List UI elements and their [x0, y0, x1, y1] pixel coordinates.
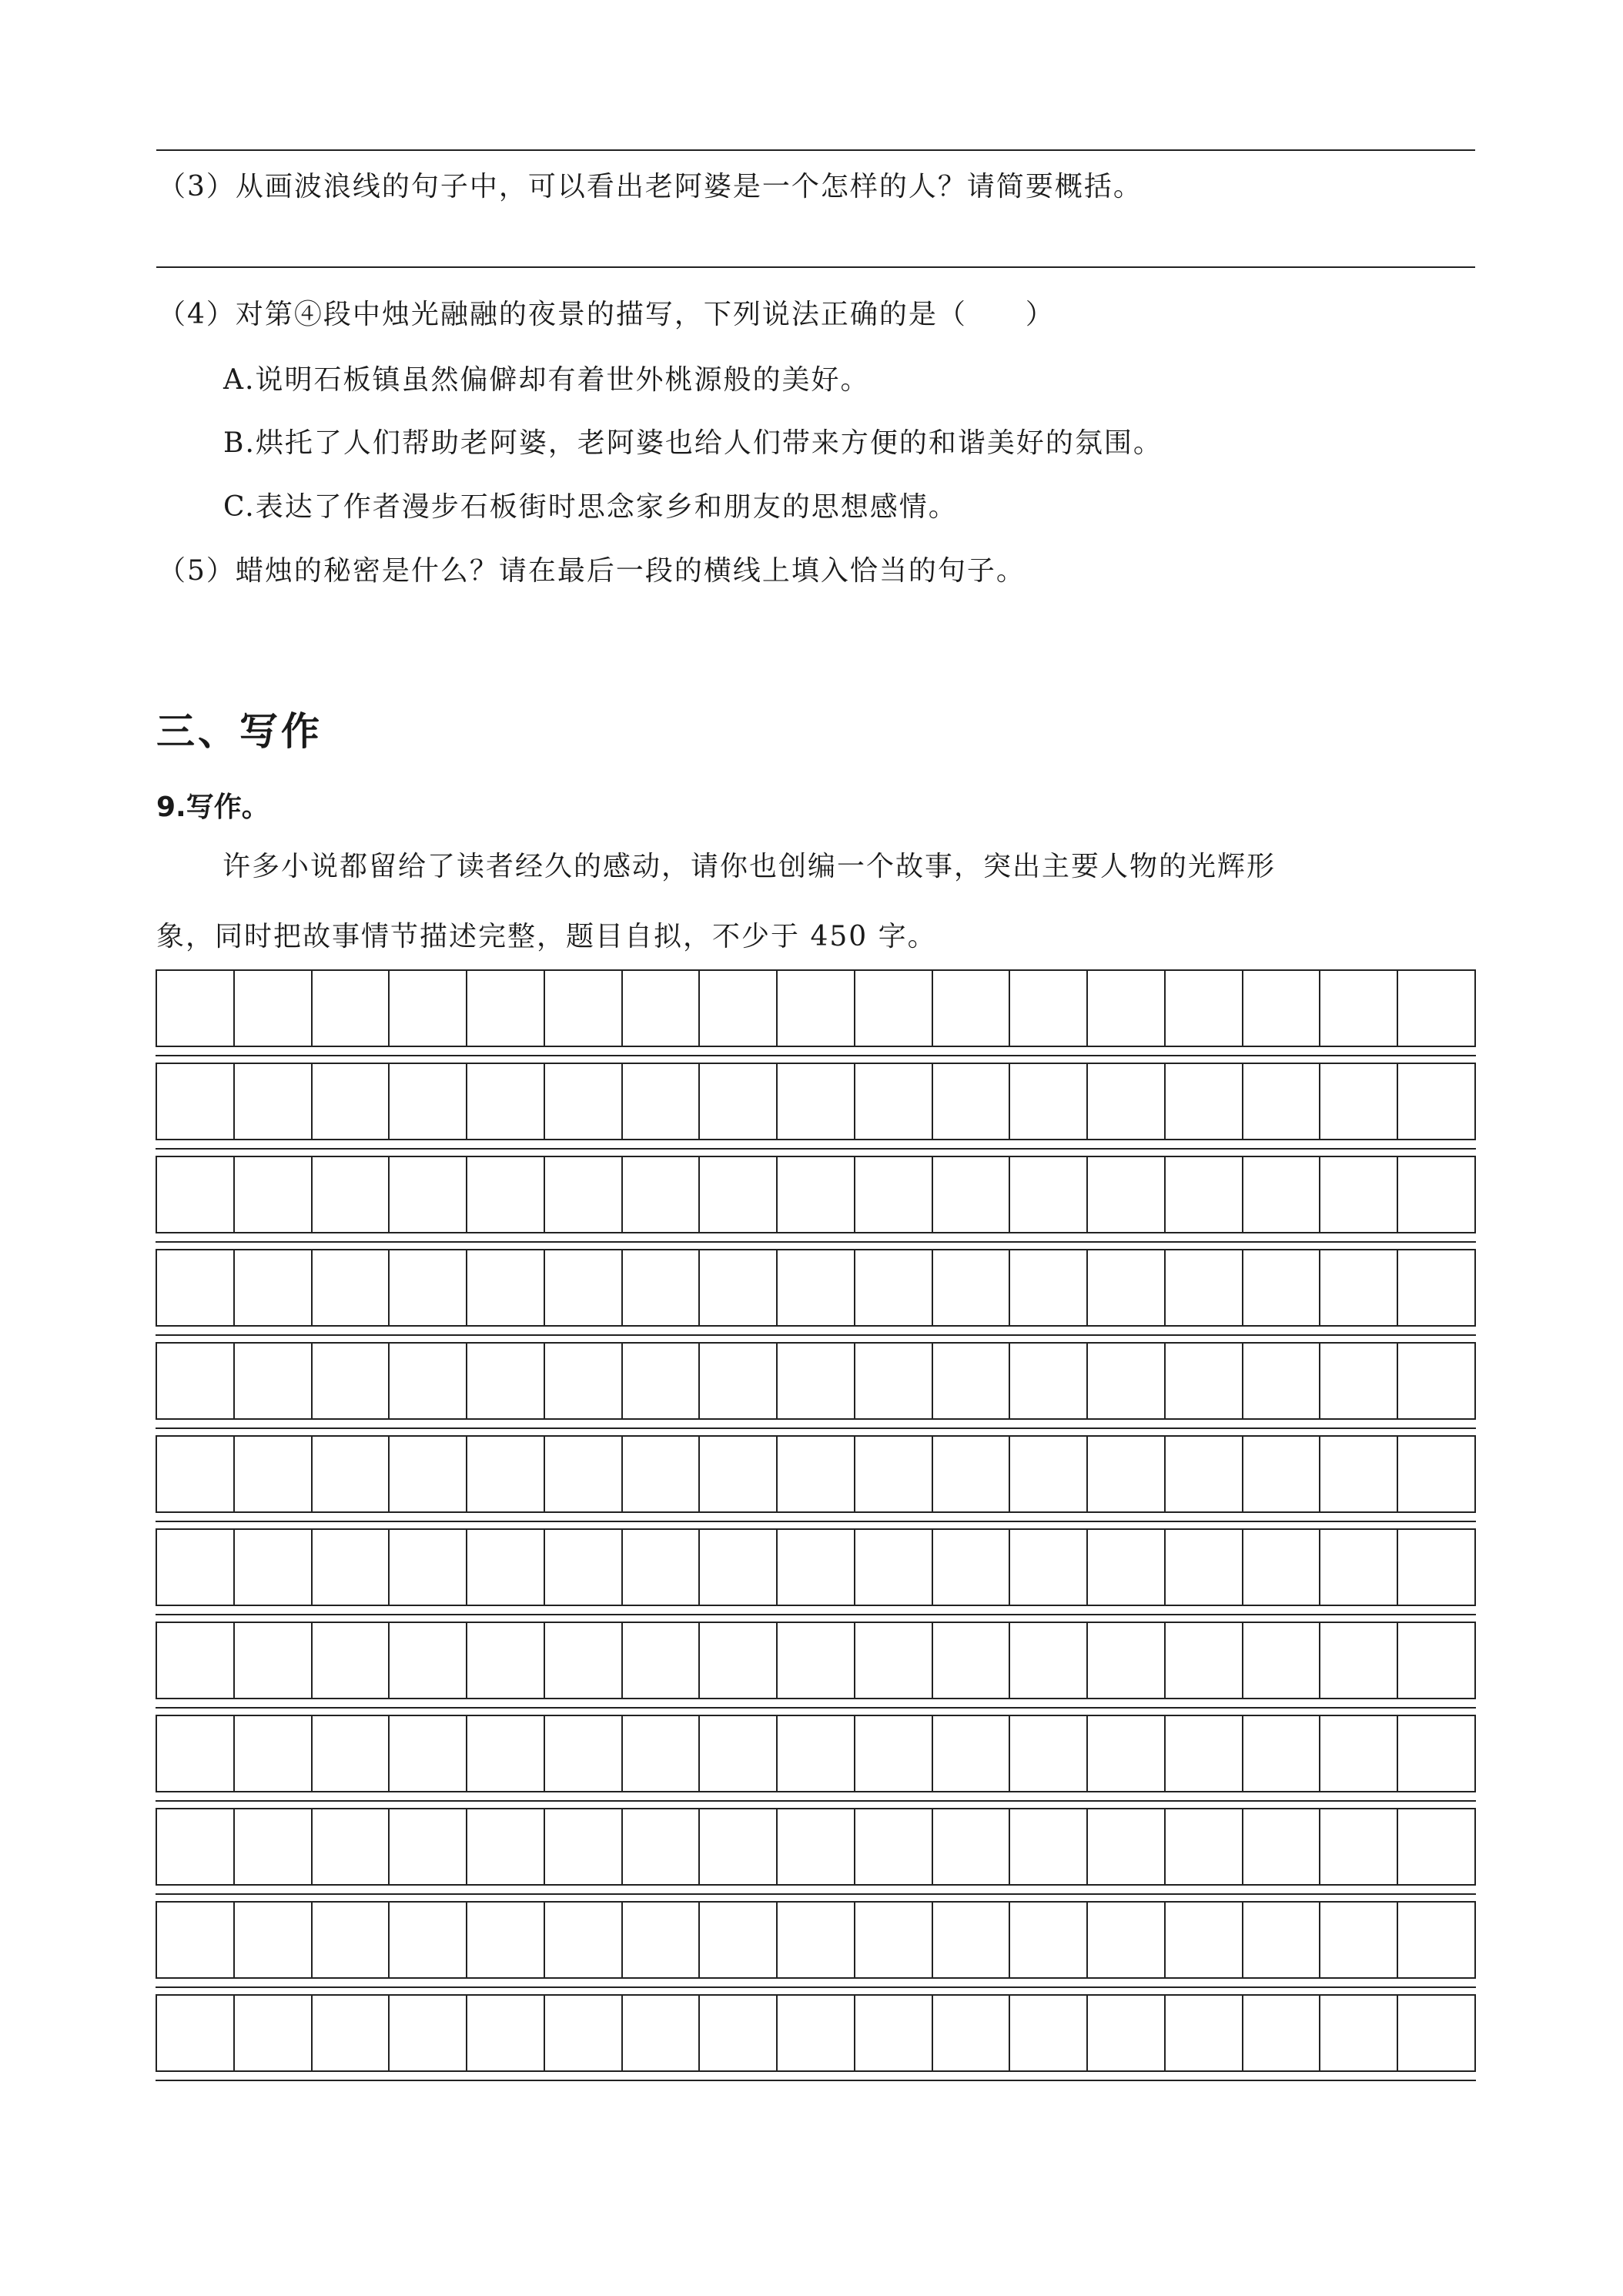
grid-cell[interactable]: [1010, 1623, 1088, 1698]
grid-cell[interactable]: [623, 1716, 701, 1791]
answer-line-top: [156, 149, 1475, 151]
grid-cell[interactable]: [933, 1157, 1011, 1232]
grid-cell[interactable]: [1010, 1064, 1088, 1139]
grid-cell[interactable]: [1320, 1809, 1398, 1884]
grid-cell[interactable]: [1398, 1157, 1474, 1232]
grid-cell[interactable]: [1166, 1064, 1243, 1139]
grid-row: [156, 1528, 1476, 1606]
grid-cell[interactable]: [700, 1157, 778, 1232]
grid-cell[interactable]: [545, 1157, 623, 1232]
grid-cell[interactable]: [778, 1716, 855, 1791]
grid-cell[interactable]: [1398, 1064, 1474, 1139]
grid-cell[interactable]: [700, 1344, 778, 1418]
grid-cell[interactable]: [1166, 1157, 1243, 1232]
grid-cell[interactable]: [157, 1344, 235, 1418]
question-4-option-b: B.烘托了人们帮助老阿婆，老阿婆也给人们带来方便的和谐美好的氛围。: [223, 427, 1163, 459]
grid-cell[interactable]: [700, 971, 778, 1046]
grid-cell[interactable]: [1320, 1250, 1398, 1325]
grid-cell[interactable]: [467, 1996, 545, 2070]
grid-cell[interactable]: [157, 1716, 235, 1791]
grid-cell[interactable]: [1088, 1716, 1166, 1791]
grid-cell[interactable]: [700, 1064, 778, 1139]
grid-cell[interactable]: [855, 971, 933, 1046]
grid-cell[interactable]: [1398, 1344, 1474, 1418]
grid-cell[interactable]: [1320, 1996, 1398, 2070]
grid-cell[interactable]: [545, 1437, 623, 1511]
grid-cell[interactable]: [390, 1530, 467, 1605]
grid-cell[interactable]: [235, 1530, 313, 1605]
grid-cell[interactable]: [157, 1903, 235, 1977]
grid-cell[interactable]: [700, 1809, 778, 1884]
grid-cell[interactable]: [390, 1064, 467, 1139]
grid-cell[interactable]: [467, 1716, 545, 1791]
grid-cell[interactable]: [1010, 1996, 1088, 2070]
grid-cell[interactable]: [1010, 1716, 1088, 1791]
grid-cell[interactable]: [157, 1064, 235, 1139]
grid-row: [156, 1808, 1476, 1886]
grid-cell[interactable]: [1243, 971, 1321, 1046]
grid-cell[interactable]: [623, 1157, 701, 1232]
grid-row: [156, 1435, 1476, 1513]
grid-cell[interactable]: [545, 1903, 623, 1977]
grid-cell[interactable]: [1166, 1903, 1243, 1977]
grid-cell[interactable]: [1088, 1903, 1166, 1977]
writing-prompt-line-1: 许多小说都留给了读者经久的感动，请你也创编一个故事，突出主要人物的光辉形: [223, 851, 1277, 882]
grid-cell[interactable]: [545, 1530, 623, 1605]
grid-row: [156, 1994, 1476, 2072]
question-9-title: 9.写作。: [156, 792, 269, 823]
grid-cell[interactable]: [1398, 1530, 1474, 1605]
grid-cell[interactable]: [778, 1530, 855, 1605]
question-3: （3）从画波浪线的句子中，可以看出老阿婆是一个怎样的人？请简要概括。: [158, 171, 1143, 202]
grid-cell[interactable]: [1088, 1809, 1166, 1884]
grid-cell[interactable]: [1166, 1344, 1243, 1418]
question-5: （5）蜡烛的秘密是什么？请在最后一段的横线上填入恰当的句子。: [158, 555, 1026, 587]
grid-cell[interactable]: [313, 1250, 390, 1325]
grid-row: [156, 1622, 1476, 1699]
grid-cell[interactable]: [1088, 1344, 1166, 1418]
grid-cell[interactable]: [1088, 1623, 1166, 1698]
grid-cell[interactable]: [390, 1809, 467, 1884]
grid-cell[interactable]: [545, 971, 623, 1046]
grid-cell[interactable]: [933, 1250, 1011, 1325]
grid-cell[interactable]: [1010, 971, 1088, 1046]
grid-cell[interactable]: [545, 1064, 623, 1139]
grid-cell[interactable]: [313, 1157, 390, 1232]
grid-cell[interactable]: [467, 1623, 545, 1698]
grid-cell[interactable]: [157, 971, 235, 1046]
grid-cell[interactable]: [1166, 1250, 1243, 1325]
grid-cell[interactable]: [157, 1623, 235, 1698]
grid-cell[interactable]: [1320, 1344, 1398, 1418]
grid-cell[interactable]: [467, 1064, 545, 1139]
grid-cell[interactable]: [1320, 971, 1398, 1046]
grid-cell[interactable]: [855, 1716, 933, 1791]
grid-cell[interactable]: [235, 971, 313, 1046]
grid-cell[interactable]: [157, 1530, 235, 1605]
grid-cell[interactable]: [157, 1437, 235, 1511]
grid-cell[interactable]: [235, 1250, 313, 1325]
grid-cell[interactable]: [1398, 1437, 1474, 1511]
grid-cell[interactable]: [855, 1530, 933, 1605]
grid-cell[interactable]: [778, 1250, 855, 1325]
grid-cell[interactable]: [1010, 1344, 1088, 1418]
grid-cell[interactable]: [313, 971, 390, 1046]
grid-cell[interactable]: [235, 1809, 313, 1884]
grid-cell[interactable]: [545, 1250, 623, 1325]
grid-cell[interactable]: [390, 971, 467, 1046]
grid-cell[interactable]: [778, 1809, 855, 1884]
grid-cell[interactable]: [1398, 1623, 1474, 1698]
grid-cell[interactable]: [1166, 1623, 1243, 1698]
grid-cell[interactable]: [313, 1996, 390, 2070]
grid-cell[interactable]: [313, 1716, 390, 1791]
grid-row: [156, 1342, 1476, 1420]
grid-cell[interactable]: [623, 1809, 701, 1884]
grid-cell[interactable]: [1166, 1996, 1243, 2070]
grid-cell[interactable]: [933, 1064, 1011, 1139]
grid-cell[interactable]: [623, 1064, 701, 1139]
grid-cell[interactable]: [313, 1903, 390, 1977]
grid-cell[interactable]: [235, 1064, 313, 1139]
grid-cell[interactable]: [390, 1716, 467, 1791]
grid-cell[interactable]: [933, 971, 1011, 1046]
grid-cell[interactable]: [623, 971, 701, 1046]
grid-cell[interactable]: [855, 1157, 933, 1232]
grid-cell[interactable]: [390, 1437, 467, 1511]
grid-cell[interactable]: [778, 1996, 855, 2070]
grid-cell[interactable]: [235, 1437, 313, 1511]
grid-cell[interactable]: [1010, 1157, 1088, 1232]
grid-cell[interactable]: [1398, 971, 1474, 1046]
grid-cell[interactable]: [1088, 1157, 1166, 1232]
grid-cell[interactable]: [1088, 1996, 1166, 2070]
grid-cell[interactable]: [467, 1157, 545, 1232]
grid-cell[interactable]: [157, 1250, 235, 1325]
grid-cell[interactable]: [855, 1809, 933, 1884]
grid-cell[interactable]: [235, 1903, 313, 1977]
grid-cell[interactable]: [1010, 1250, 1088, 1325]
grid-row: [156, 1249, 1476, 1327]
grid-cell[interactable]: [235, 1716, 313, 1791]
grid-cell[interactable]: [855, 1064, 933, 1139]
grid-cell[interactable]: [1088, 1250, 1166, 1325]
grid-cell[interactable]: [1320, 1623, 1398, 1698]
grid-cell[interactable]: [390, 1157, 467, 1232]
grid-cell[interactable]: [933, 1344, 1011, 1418]
grid-cell[interactable]: [390, 1344, 467, 1418]
grid-cell[interactable]: [1320, 1064, 1398, 1139]
answer-line-q3: [156, 266, 1475, 268]
grid-cell[interactable]: [1398, 1250, 1474, 1325]
grid-cell[interactable]: [933, 1530, 1011, 1605]
grid-cell[interactable]: [1166, 1809, 1243, 1884]
grid-cell[interactable]: [933, 1996, 1011, 2070]
grid-cell[interactable]: [1243, 1437, 1321, 1511]
grid-cell[interactable]: [1010, 1809, 1088, 1884]
grid-cell[interactable]: [1243, 1530, 1321, 1605]
grid-row: [156, 1715, 1476, 1792]
grid-cell[interactable]: [1398, 1809, 1474, 1884]
grid-cell[interactable]: [855, 1623, 933, 1698]
grid-cell[interactable]: [467, 1530, 545, 1605]
grid-cell[interactable]: [700, 1903, 778, 1977]
grid-cell[interactable]: [157, 1157, 235, 1232]
grid-cell[interactable]: [1166, 971, 1243, 1046]
question-4-option-c: C.表达了作者漫步石板街时思念家乡和朋友的思想感情。: [223, 491, 958, 523]
grid-cell[interactable]: [467, 1344, 545, 1418]
grid-cell[interactable]: [1010, 1530, 1088, 1605]
grid-cell[interactable]: [855, 1996, 933, 2070]
grid-cell[interactable]: [1320, 1530, 1398, 1605]
grid-cell[interactable]: [933, 1623, 1011, 1698]
grid-cell[interactable]: [778, 1064, 855, 1139]
grid-cell[interactable]: [1398, 1903, 1474, 1977]
grid-cell[interactable]: [778, 1157, 855, 1232]
grid-cell[interactable]: [390, 1623, 467, 1698]
grid-cell[interactable]: [467, 1250, 545, 1325]
grid-cell[interactable]: [700, 1716, 778, 1791]
grid-cell[interactable]: [1010, 1903, 1088, 1977]
grid-cell[interactable]: [313, 1809, 390, 1884]
grid-cell[interactable]: [623, 1437, 701, 1511]
grid-cell[interactable]: [933, 1437, 1011, 1511]
grid-cell[interactable]: [1088, 971, 1166, 1046]
grid-cell[interactable]: [467, 1903, 545, 1977]
grid-cell[interactable]: [855, 1903, 933, 1977]
grid-cell[interactable]: [623, 1344, 701, 1418]
grid-cell[interactable]: [1398, 1996, 1474, 2070]
grid-cell[interactable]: [623, 1903, 701, 1977]
grid-row: [156, 1063, 1476, 1140]
grid-cell[interactable]: [1243, 1157, 1321, 1232]
grid-cell[interactable]: [1243, 1623, 1321, 1698]
grid-cell[interactable]: [545, 1996, 623, 2070]
grid-row: [156, 1156, 1476, 1233]
grid-cell[interactable]: [623, 1623, 701, 1698]
grid-cell[interactable]: [855, 1344, 933, 1418]
grid-cell[interactable]: [1320, 1157, 1398, 1232]
grid-cell[interactable]: [545, 1716, 623, 1791]
grid-cell[interactable]: [700, 1996, 778, 2070]
grid-cell[interactable]: [700, 1530, 778, 1605]
question-4-stem: （4）对第④段中烛光融融的夜景的描写，下列说法正确的是（ ）: [158, 299, 1055, 330]
grid-cell[interactable]: [933, 1716, 1011, 1791]
grid-cell[interactable]: [778, 971, 855, 1046]
grid-cell[interactable]: [1398, 1716, 1474, 1791]
grid-cell[interactable]: [467, 971, 545, 1046]
grid-cell[interactable]: [778, 1437, 855, 1511]
grid-cell[interactable]: [778, 1903, 855, 1977]
grid-cell[interactable]: [1320, 1437, 1398, 1511]
grid-cell[interactable]: [313, 1437, 390, 1511]
grid-cell[interactable]: [313, 1064, 390, 1139]
grid-cell[interactable]: [1320, 1716, 1398, 1791]
grid-cell[interactable]: [1088, 1530, 1166, 1605]
grid-cell[interactable]: [700, 1623, 778, 1698]
grid-cell[interactable]: [1243, 1903, 1321, 1977]
writing-prompt-line-2: 象，同时把故事情节描述完整，题目自拟，不少于 450 字。: [156, 921, 937, 952]
grid-cell[interactable]: [467, 1809, 545, 1884]
grid-cell[interactable]: [623, 1250, 701, 1325]
grid-cell[interactable]: [1243, 1064, 1321, 1139]
grid-cell[interactable]: [1088, 1437, 1166, 1511]
grid-cell[interactable]: [778, 1344, 855, 1418]
question-4-option-a: A.说明石板镇虽然偏僻却有着世外桃源般的美好。: [223, 364, 870, 396]
grid-cell[interactable]: [933, 1903, 1011, 1977]
grid-cell[interactable]: [545, 1809, 623, 1884]
grid-row: [156, 969, 1476, 1047]
grid-cell[interactable]: [1243, 1996, 1321, 2070]
grid-cell[interactable]: [1243, 1344, 1321, 1418]
grid-cell[interactable]: [1243, 1809, 1321, 1884]
grid-cell[interactable]: [545, 1623, 623, 1698]
grid-cell[interactable]: [700, 1250, 778, 1325]
grid-cell[interactable]: [235, 1157, 313, 1232]
grid-cell[interactable]: [1243, 1250, 1321, 1325]
grid-cell[interactable]: [235, 1623, 313, 1698]
grid-cell[interactable]: [313, 1623, 390, 1698]
grid-cell[interactable]: [1243, 1716, 1321, 1791]
grid-cell[interactable]: [1010, 1437, 1088, 1511]
grid-cell[interactable]: [933, 1809, 1011, 1884]
grid-cell[interactable]: [1166, 1530, 1243, 1605]
grid-cell[interactable]: [235, 1996, 313, 2070]
grid-cell[interactable]: [235, 1344, 313, 1418]
grid-cell[interactable]: [1320, 1903, 1398, 1977]
grid-row: [156, 1901, 1476, 1979]
grid-cell[interactable]: [1166, 1716, 1243, 1791]
grid-cell[interactable]: [467, 1437, 545, 1511]
grid-cell[interactable]: [390, 1903, 467, 1977]
grid-cell[interactable]: [1166, 1437, 1243, 1511]
grid-cell[interactable]: [778, 1623, 855, 1698]
grid-cell[interactable]: [390, 1996, 467, 2070]
composition-grid[interactable]: [156, 969, 1476, 2072]
grid-cell[interactable]: [855, 1250, 933, 1325]
grid-cell[interactable]: [623, 1530, 701, 1605]
grid-cell[interactable]: [545, 1344, 623, 1418]
grid-cell[interactable]: [313, 1344, 390, 1418]
grid-cell[interactable]: [157, 1809, 235, 1884]
grid-cell[interactable]: [700, 1437, 778, 1511]
grid-cell[interactable]: [313, 1530, 390, 1605]
grid-cell[interactable]: [157, 1996, 235, 2070]
grid-cell[interactable]: [390, 1250, 467, 1325]
grid-cell[interactable]: [623, 1996, 701, 2070]
grid-cell[interactable]: [1088, 1064, 1166, 1139]
section-title-writing: 三、写作: [156, 709, 323, 754]
grid-cell[interactable]: [855, 1437, 933, 1511]
